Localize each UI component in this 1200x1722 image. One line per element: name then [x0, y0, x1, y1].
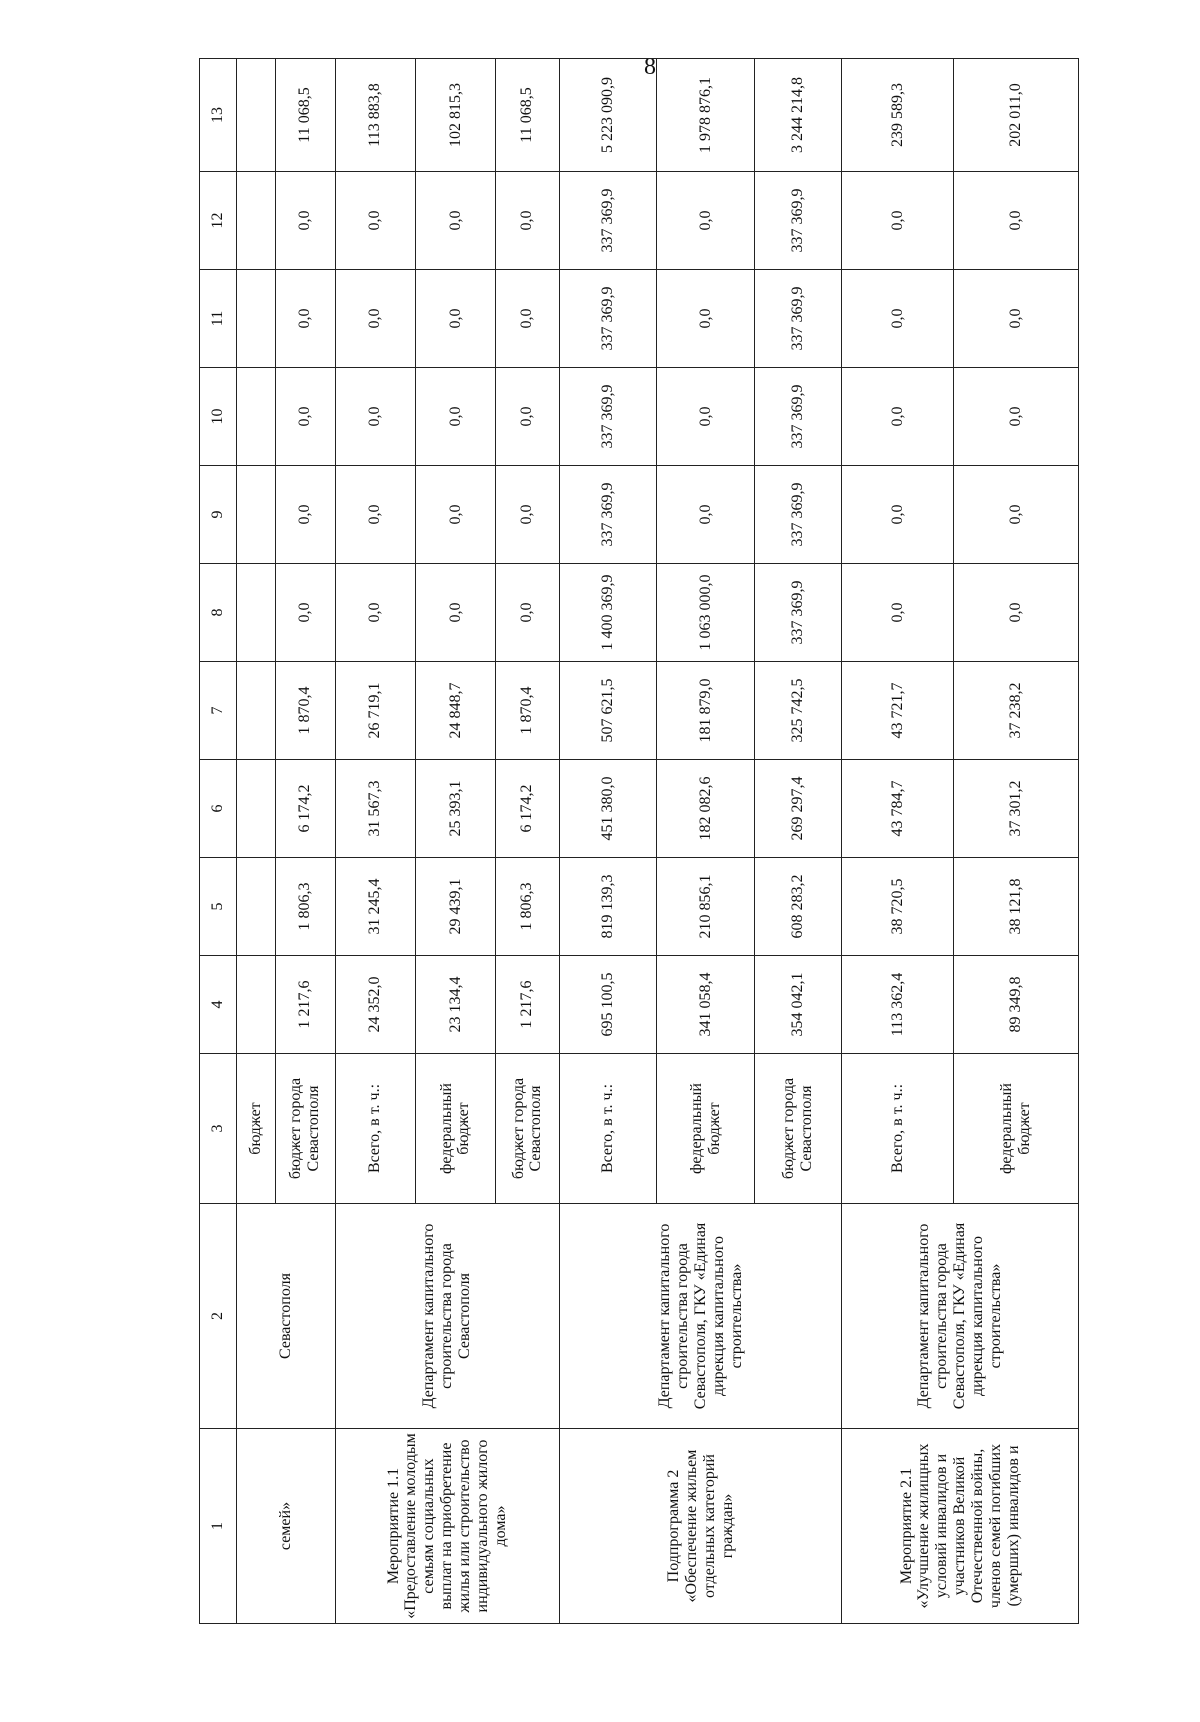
program-name: Подпрограмма 2 «Обеспечение жильем отдельных категорий граждан»	[559, 1429, 842, 1624]
header-cell: 9	[200, 466, 237, 564]
value-cell	[237, 858, 276, 956]
value-cell: 31 245,4	[335, 858, 415, 956]
value-cell: 26 719,1	[335, 662, 415, 760]
source-cell: бюджет города Севастополя	[276, 1054, 336, 1204]
value-cell	[237, 368, 276, 466]
value-cell: 0,0	[842, 466, 953, 564]
value-cell: 24 848,7	[415, 662, 495, 760]
value-cell: 451 380,0	[559, 760, 657, 858]
value-cell: 38 121,8	[953, 858, 1078, 956]
value-cell: 0,0	[276, 564, 336, 662]
value-cell: 37 301,2	[953, 760, 1078, 858]
source-cell: федеральный бюджет	[415, 1054, 495, 1204]
value-cell: 1 217,6	[276, 956, 336, 1054]
source-cell: Всего, в т. ч.:	[559, 1054, 657, 1204]
value-cell: 1 870,4	[276, 662, 336, 760]
value-cell: 0,0	[415, 172, 495, 270]
table-row	[842, 59, 953, 1624]
value-cell: 23 134,4	[415, 956, 495, 1054]
value-cell: 0,0	[335, 270, 415, 368]
value-cell: 0,0	[335, 564, 415, 662]
value-cell: 0,0	[657, 172, 755, 270]
header-cell: 4	[200, 956, 237, 1054]
value-cell: 102 815,3	[415, 59, 495, 172]
value-cell	[237, 466, 276, 564]
value-cell: 6 174,2	[496, 760, 560, 858]
value-cell: 0,0	[276, 466, 336, 564]
value-cell: 819 139,3	[559, 858, 657, 956]
header-cell: 8	[200, 564, 237, 662]
value-cell: 202 011,0	[953, 59, 1078, 172]
value-cell: 181 879,0	[657, 662, 755, 760]
source-cell: Всего, в т. ч.:	[335, 1054, 415, 1204]
value-cell: 24 352,0	[335, 956, 415, 1054]
value-cell: 0,0	[415, 270, 495, 368]
page-number: 8	[644, 54, 656, 80]
value-cell: 25 393,1	[415, 760, 495, 858]
value-cell: 113 362,4	[842, 956, 953, 1054]
value-cell: 29 439,1	[415, 858, 495, 956]
value-cell: 1 870,4	[496, 662, 560, 760]
value-cell: 0,0	[953, 270, 1078, 368]
value-cell: 0,0	[842, 564, 953, 662]
value-cell: 239 589,3	[842, 59, 953, 172]
value-cell: 0,0	[276, 172, 336, 270]
executor-name: Департамент капитального строительства города Севастополя, ГКУ «Единая дирекция капитального строительства»	[842, 1204, 1079, 1429]
value-cell: 0,0	[496, 270, 560, 368]
value-cell: 0,0	[496, 564, 560, 662]
header-cell: 12	[200, 172, 237, 270]
value-cell	[237, 59, 276, 172]
header-cell: 7	[200, 662, 237, 760]
value-cell: 1 978 876,1	[657, 59, 755, 172]
value-cell: 325 742,5	[755, 662, 842, 760]
continuation-name: семей»	[237, 1429, 336, 1624]
source-cell: Всего, в т. ч.:	[842, 1054, 953, 1204]
value-cell	[237, 760, 276, 858]
value-cell: 0,0	[496, 368, 560, 466]
value-cell: 0,0	[657, 368, 755, 466]
value-cell: 6 174,2	[276, 760, 336, 858]
value-cell: 0,0	[415, 466, 495, 564]
value-cell: 1 400 369,9	[559, 564, 657, 662]
value-cell: 337 369,9	[559, 270, 657, 368]
value-cell: 0,0	[953, 172, 1078, 270]
value-cell: 11 068,5	[496, 59, 560, 172]
table-header-row	[200, 59, 237, 1624]
value-cell: 0,0	[415, 368, 495, 466]
value-cell: 695 100,5	[559, 956, 657, 1054]
header-cell: 11	[200, 270, 237, 368]
value-cell: 38 720,5	[842, 858, 953, 956]
value-cell: 337 369,9	[559, 466, 657, 564]
value-cell: 0,0	[657, 270, 755, 368]
value-cell	[237, 662, 276, 760]
value-cell: 337 369,9	[559, 172, 657, 270]
value-cell	[237, 172, 276, 270]
value-cell: 113 883,8	[335, 59, 415, 172]
value-cell	[237, 956, 276, 1054]
value-cell: 0,0	[842, 270, 953, 368]
budget-table	[199, 58, 1079, 1624]
value-cell: 337 369,9	[559, 368, 657, 466]
value-cell: 337 369,9	[755, 270, 842, 368]
value-cell: 182 082,6	[657, 760, 755, 858]
table-row	[237, 59, 276, 1624]
source-cell: федеральный бюджет	[953, 1054, 1078, 1204]
value-cell: 337 369,9	[755, 564, 842, 662]
value-cell: 1 806,3	[496, 858, 560, 956]
value-cell: 0,0	[415, 564, 495, 662]
value-cell: 0,0	[657, 466, 755, 564]
header-cell: 2	[200, 1204, 237, 1429]
value-cell: 0,0	[496, 172, 560, 270]
value-cell: 43 784,7	[842, 760, 953, 858]
value-cell	[237, 564, 276, 662]
program-name: Мероприятие 1.1 «Предоставление молодым семьям социальных выплат на приобретение жилья или строительство индивидуального жилого дома»	[335, 1429, 559, 1624]
header-cell: 5	[200, 858, 237, 956]
value-cell: 1 806,3	[276, 858, 336, 956]
header-cell: 1	[200, 1429, 237, 1624]
value-cell: 0,0	[953, 466, 1078, 564]
value-cell	[237, 270, 276, 368]
value-cell: 0,0	[335, 172, 415, 270]
value-cell: 0,0	[276, 368, 336, 466]
source-cell: бюджет города Севастополя	[755, 1054, 842, 1204]
value-cell: 0,0	[842, 172, 953, 270]
value-cell: 0,0	[276, 270, 336, 368]
source-cell: федеральный бюджет	[657, 1054, 755, 1204]
value-cell: 1 063 000,0	[657, 564, 755, 662]
header-cell: 6	[200, 760, 237, 858]
value-cell: 1 217,6	[496, 956, 560, 1054]
value-cell: 210 856,1	[657, 858, 755, 956]
value-cell: 0,0	[953, 368, 1078, 466]
value-cell: 43 721,7	[842, 662, 953, 760]
value-cell: 354 042,1	[755, 956, 842, 1054]
value-cell: 0,0	[335, 466, 415, 564]
header-cell: 13	[200, 59, 237, 172]
value-cell: 37 238,2	[953, 662, 1078, 760]
executor-name: Департамент капитального строительства города Севастополя, ГКУ «Единая дирекция капитального строительства»	[559, 1204, 842, 1429]
table-row	[559, 59, 657, 1624]
source-cell: бюджет	[237, 1054, 276, 1204]
value-cell: 269 297,4	[755, 760, 842, 858]
value-cell: 3 244 214,8	[755, 59, 842, 172]
header-cell: 10	[200, 368, 237, 466]
value-cell: 608 283,2	[755, 858, 842, 956]
value-cell: 0,0	[335, 368, 415, 466]
budget-table-rotated	[199, 77, 1079, 1624]
value-cell: 0,0	[953, 564, 1078, 662]
executor-name: Департамент капитального строительства города Севастополя	[335, 1204, 559, 1429]
table-row	[335, 59, 415, 1624]
value-cell: 341 058,4	[657, 956, 755, 1054]
value-cell: 337 369,9	[755, 368, 842, 466]
value-cell: 0,0	[842, 368, 953, 466]
continuation-executor: Севастополя	[237, 1204, 336, 1429]
value-cell: 337 369,9	[755, 466, 842, 564]
program-name: Мероприятие 2.1 «Улучшение жилищных условий инвалидов и участников Великой Отечественной войны, членов семей погибших (умерших) инвалидов и	[842, 1429, 1079, 1624]
value-cell: 337 369,9	[755, 172, 842, 270]
value-cell: 0,0	[496, 466, 560, 564]
value-cell: 89 349,8	[953, 956, 1078, 1054]
value-cell: 31 567,3	[335, 760, 415, 858]
source-cell: бюджет города Севастополя	[496, 1054, 560, 1204]
value-cell: 11 068,5	[276, 59, 336, 172]
value-cell: 507 621,5	[559, 662, 657, 760]
header-cell: 3	[200, 1054, 237, 1204]
value-cell: 5 223 090,9	[559, 59, 657, 172]
